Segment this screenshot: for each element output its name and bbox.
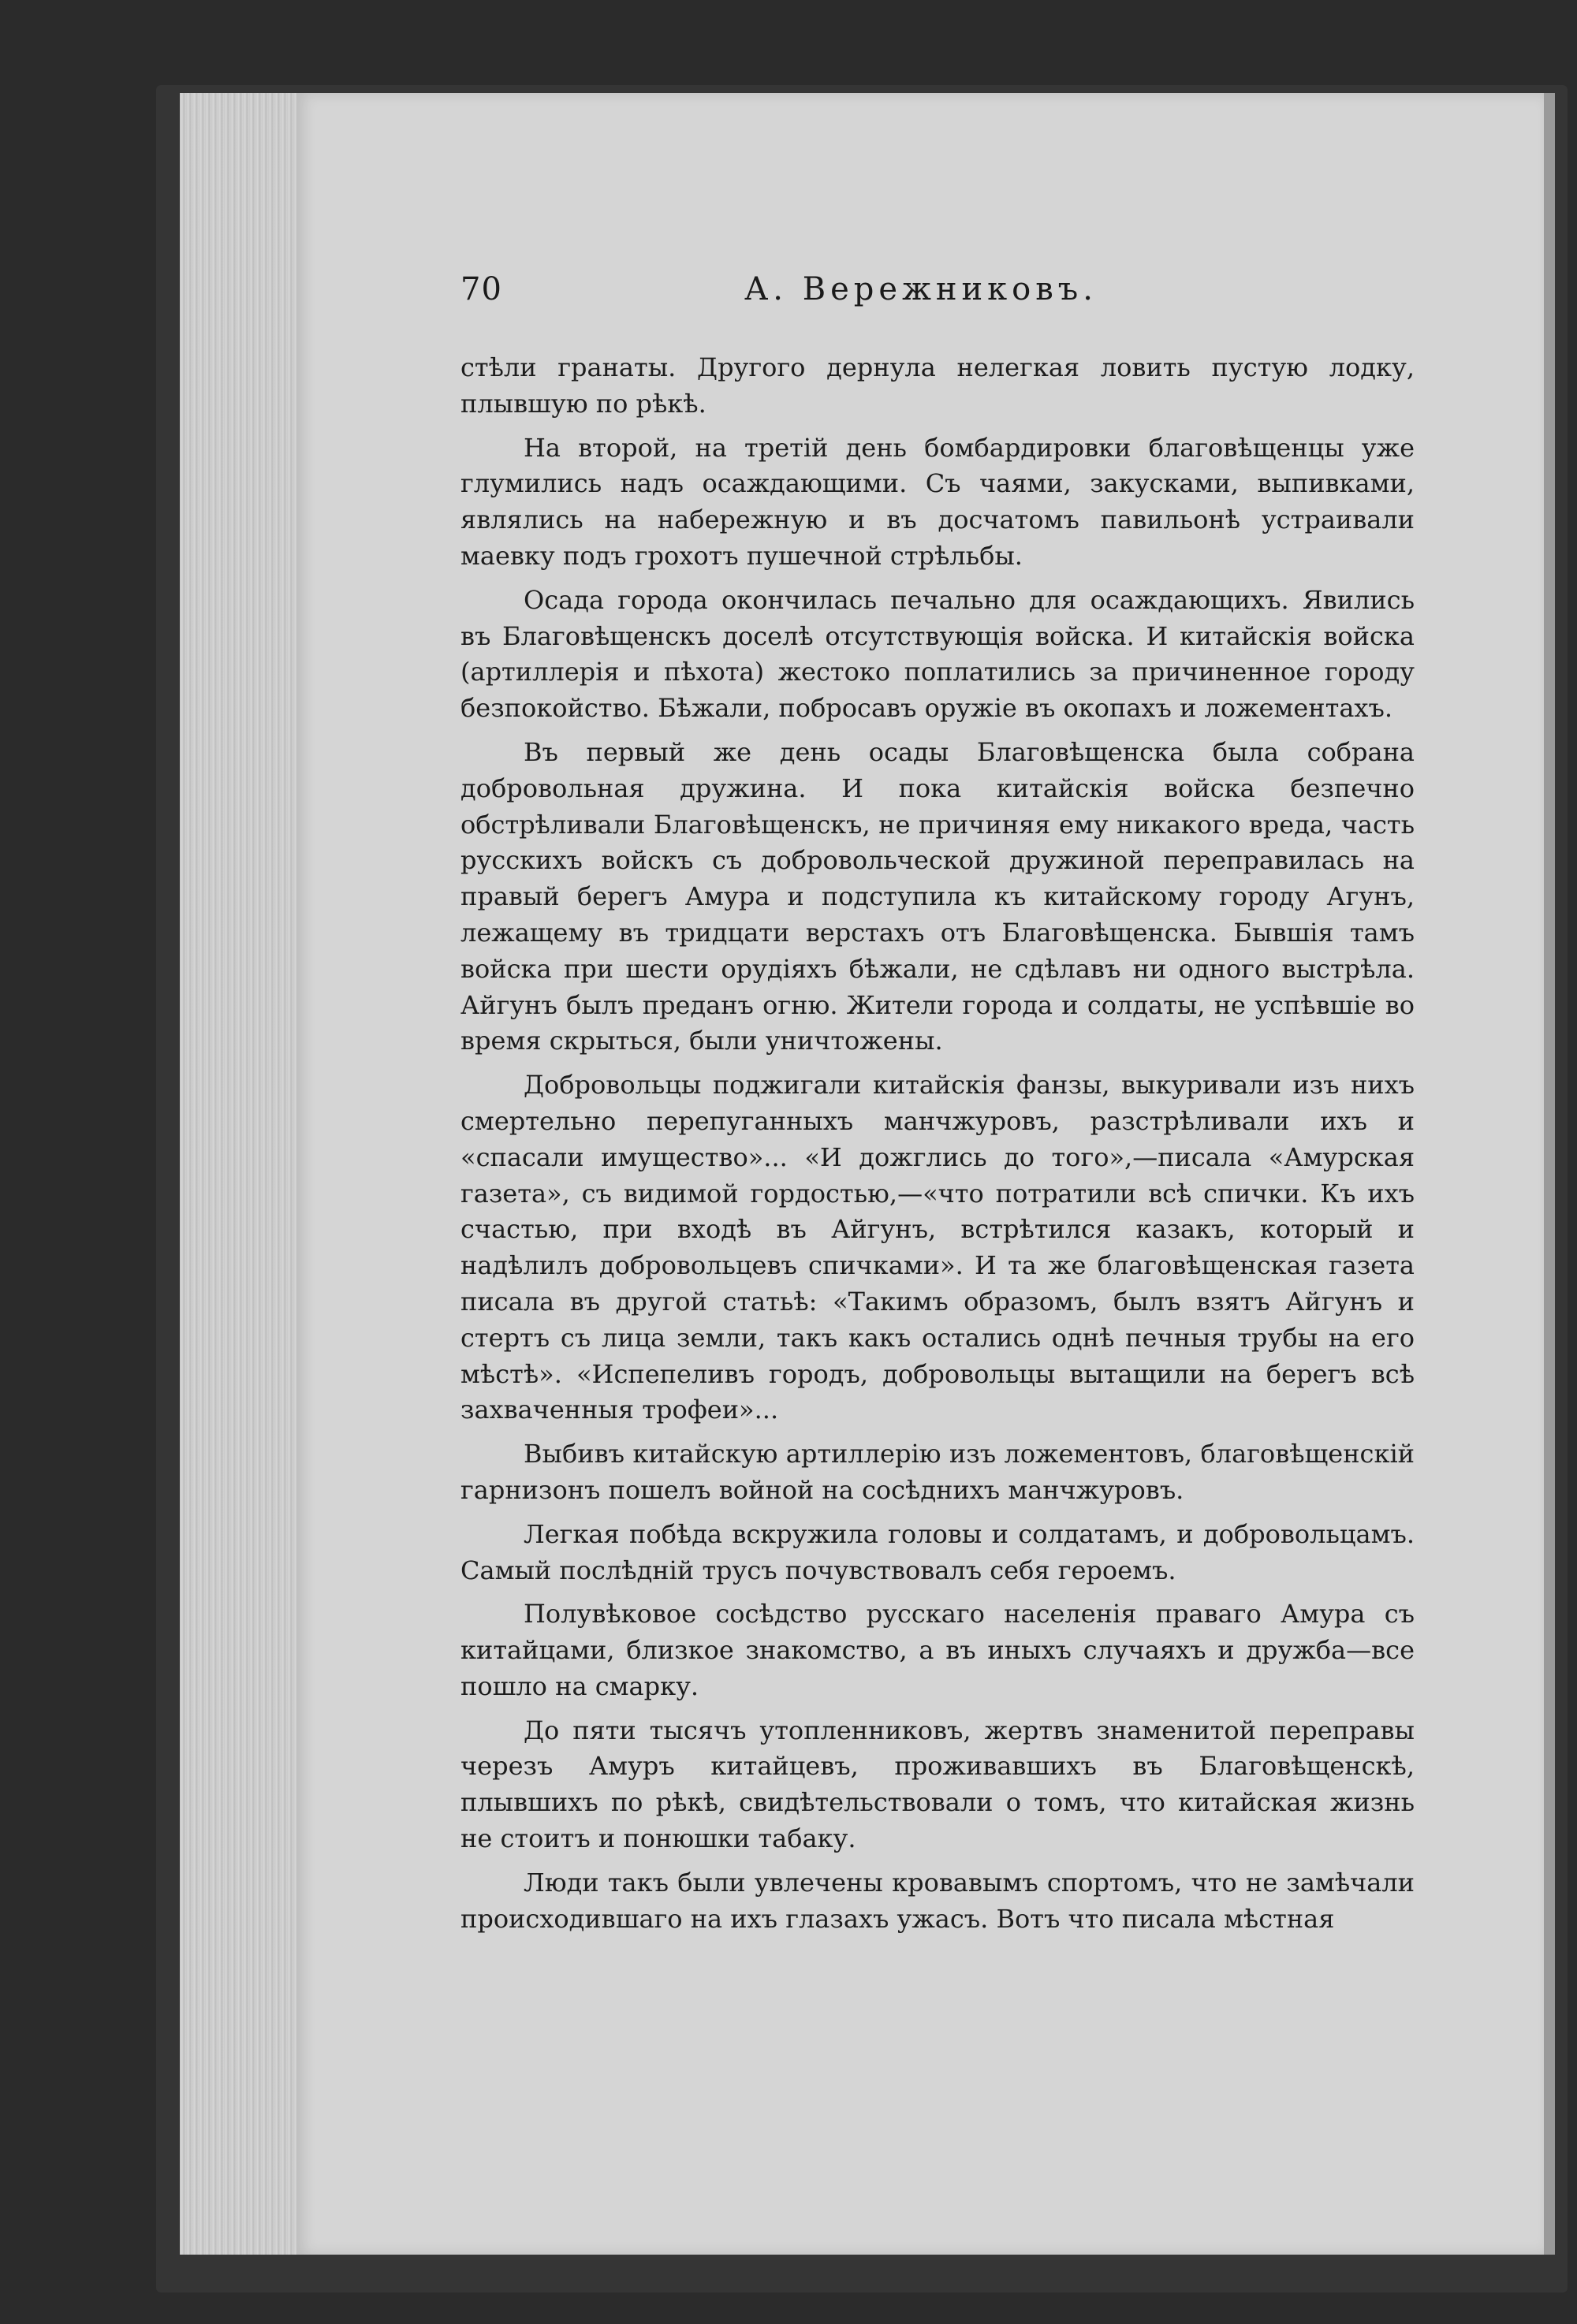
paragraph-7: Легкая побѣда вскружила головы и солдатамъ, и добровольцамъ. Самый послѣдній трусъ почувствовалъ себя героемъ. [460, 1518, 1415, 1585]
paragraph-3: Осада города окончилась печально для осаждающихъ. Явились въ Благовѣщенскъ доселѣ отсутствующія войска. И китайскія войска (артиллерія и пѣхота) жестоко поплатились за причиненное городу безпокойство. Бѣжали, побросавъ оружіе въ окопахъ и ложементахъ. [460, 584, 1415, 724]
paragraph-10: Люди такъ были увлечены кровавымъ спортомъ, что не замѣчали происходившаго на ихъ глазахъ ужасъ. Вотъ что писала мѣстная [460, 1867, 1415, 1934]
page-right-edge [1544, 93, 1555, 2255]
paragraph-5: Добровольцы поджигали китайскія фанзы, выкуривали изъ нихъ смертельно перепуганныхъ манчжуровъ, разстрѣливали ихъ и «спасали имущество»... «И дожглись до того»,—писала «Амурская газета», съ видимой гордостью,—«что потратили всѣ спички. Къ ихъ счастью, при входѣ въ Айгунъ, встрѣтился казакъ, который и надѣлилъ добровольцевъ спичками». И та же благовѣщенская газета писала въ другой статьѣ: «Такимъ образомъ, былъ взятъ Айгунъ и стертъ съ лица земли, такъ какъ остались однѣ печныя трубы на его мѣстѣ». «Испепеливъ городъ, добровольцы вытащили на берегъ всѣ захваченныя трофеи»... [460, 1070, 1415, 1425]
running-head: А. Вережниковъ. [744, 271, 1098, 307]
paragraph-8: Полувѣковое сосѣдство русскаго населенія праваго Амура съ китайцами, близкое знакомство, а въ иныхъ случаяхъ и дружба—все пошло на смарку. [460, 1599, 1415, 1701]
paragraph-4: Въ первый же день осады Благовѣщенска была собрана добровольная дружина. И пока китайскія войска безпечно обстрѣливали Благовѣщенскъ, не причиняя ему никакого вреда, часть русскихъ войскъ съ добровольческой дружиной переправилась на правый берегъ Амура и подступила къ китайскому городу Агунъ, лежащему въ тридцати верстахъ отъ Благовѣщенска. Бывшія тамъ войска при шести орудіяхъ бѣжали, не сдѣлавъ ни одного выстрѣла. Айгунъ былъ преданъ огню. Жители города и солдаты, не успѣвшіе во время скрыться, были уничтожены. [460, 736, 1415, 1056]
body-text [460, 350, 1415, 1945]
paragraph-9: До пяти тысячъ утопленниковъ, жертвъ знаменитой переправы черезъ Амуръ китайцевъ, проживавшихъ въ Благовѣщенскѣ, плывшихъ по рѣкѣ, свидѣтельствовали о томъ, что китайская жизнь не стоитъ и понюшки табаку. [460, 1715, 1415, 1854]
paragraph-1: стѣли гранаты. Другого дернула нелегкая ловить пустую лодку, плывшую по рѣкѣ. [460, 352, 1415, 419]
page-header [460, 271, 1407, 318]
page-number: 70 [460, 271, 502, 307]
paragraph-6: Выбивъ китайскую артиллерію изъ ложементовъ, благовѣщенскій гарнизонъ пошелъ войной на сосѣднихъ манчжуровъ. [460, 1439, 1415, 1505]
paragraph-2: На второй, на третій день бомбардировки благовѣщенцы уже глумились надъ осаждающими. Съ чаями, закусками, выпивками, являлись на набережную и въ досчатомъ павильонѣ устраивали маевку подъ грохотъ пушечной стрѣльбы. [460, 432, 1415, 571]
page-edges [180, 93, 298, 2255]
